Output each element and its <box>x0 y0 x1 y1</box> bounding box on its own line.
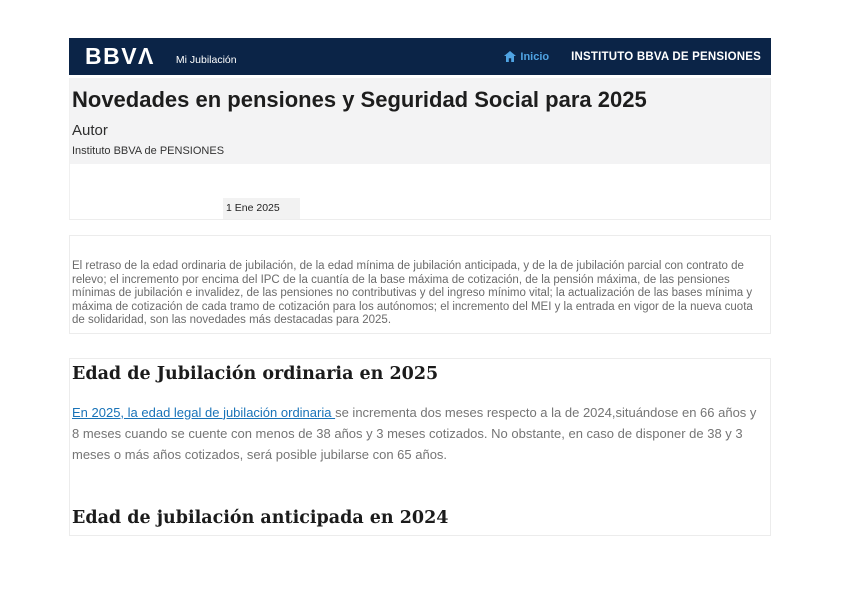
section-heading-ordinaria: Edad de Jubilación ordinaria en 2025 <box>72 363 439 384</box>
nav-item-instituto[interactable]: INSTITUTO BBVA DE PENSIONES <box>571 50 761 63</box>
article-summary-text: El retraso de la edad ordinaria de jubilación, de la edad mínima de jubilación anticipada, y de la de jubilación parcial con contrato de relevo; el incremento por encima del IPC de la cuantía de la base máxima de cotización, de la pensión máxima, de las pensiones mínimas de jubilación e invalidez, de las pensiones no contributivas y del ingreso mínimo vital; la actualización de las bases mínima y máxima de cotización de cada tramo de cotización para los autónomos; el incremento del MEI y la entrada en vigor de la nueva cuota de solidaridad, son las novedades más destacadas para 2025. <box>72 260 753 326</box>
section-paragraph-text: se incrementa dos meses respecto a la de 2024,situándose en 66 años y 8 meses cuando se cuente con menos de 38 años y 3 meses cotizados. No obstante, en caso de disponer de 38 y 3 meses o más años cotizados, será posible jubilarse con 65 años. <box>72 404 757 462</box>
bbva-logo[interactable]: BBVΛ <box>85 43 155 69</box>
article-header-card <box>69 78 771 220</box>
edad-legal-link[interactable]: En 2025, la edad legal de jubilación ordinaria <box>72 404 336 420</box>
author-label: Autor <box>72 122 108 139</box>
top-nav-bar <box>69 38 771 75</box>
article-meta-block <box>70 164 770 219</box>
section-heading-anticipada: Edad de jubilación anticipada en 2024 <box>72 507 449 528</box>
article-summary-card <box>69 235 771 334</box>
author-name: Instituto BBVA de PENSIONES <box>72 145 225 157</box>
site-tagline: Mi Jubilación <box>175 54 237 66</box>
nav-item-inicio[interactable] <box>504 51 549 63</box>
article-title-block <box>70 78 770 164</box>
article-body-card <box>69 358 771 536</box>
page-title: Novedades en pensiones y Seguridad Social para 2025 <box>72 87 647 112</box>
publish-date: 1 Ene 2025 <box>223 198 300 219</box>
nav-item-inicio-label: Inicio <box>520 50 550 63</box>
home-icon <box>504 51 516 62</box>
page-container <box>69 38 771 536</box>
section-paragraph <box>72 402 766 465</box>
